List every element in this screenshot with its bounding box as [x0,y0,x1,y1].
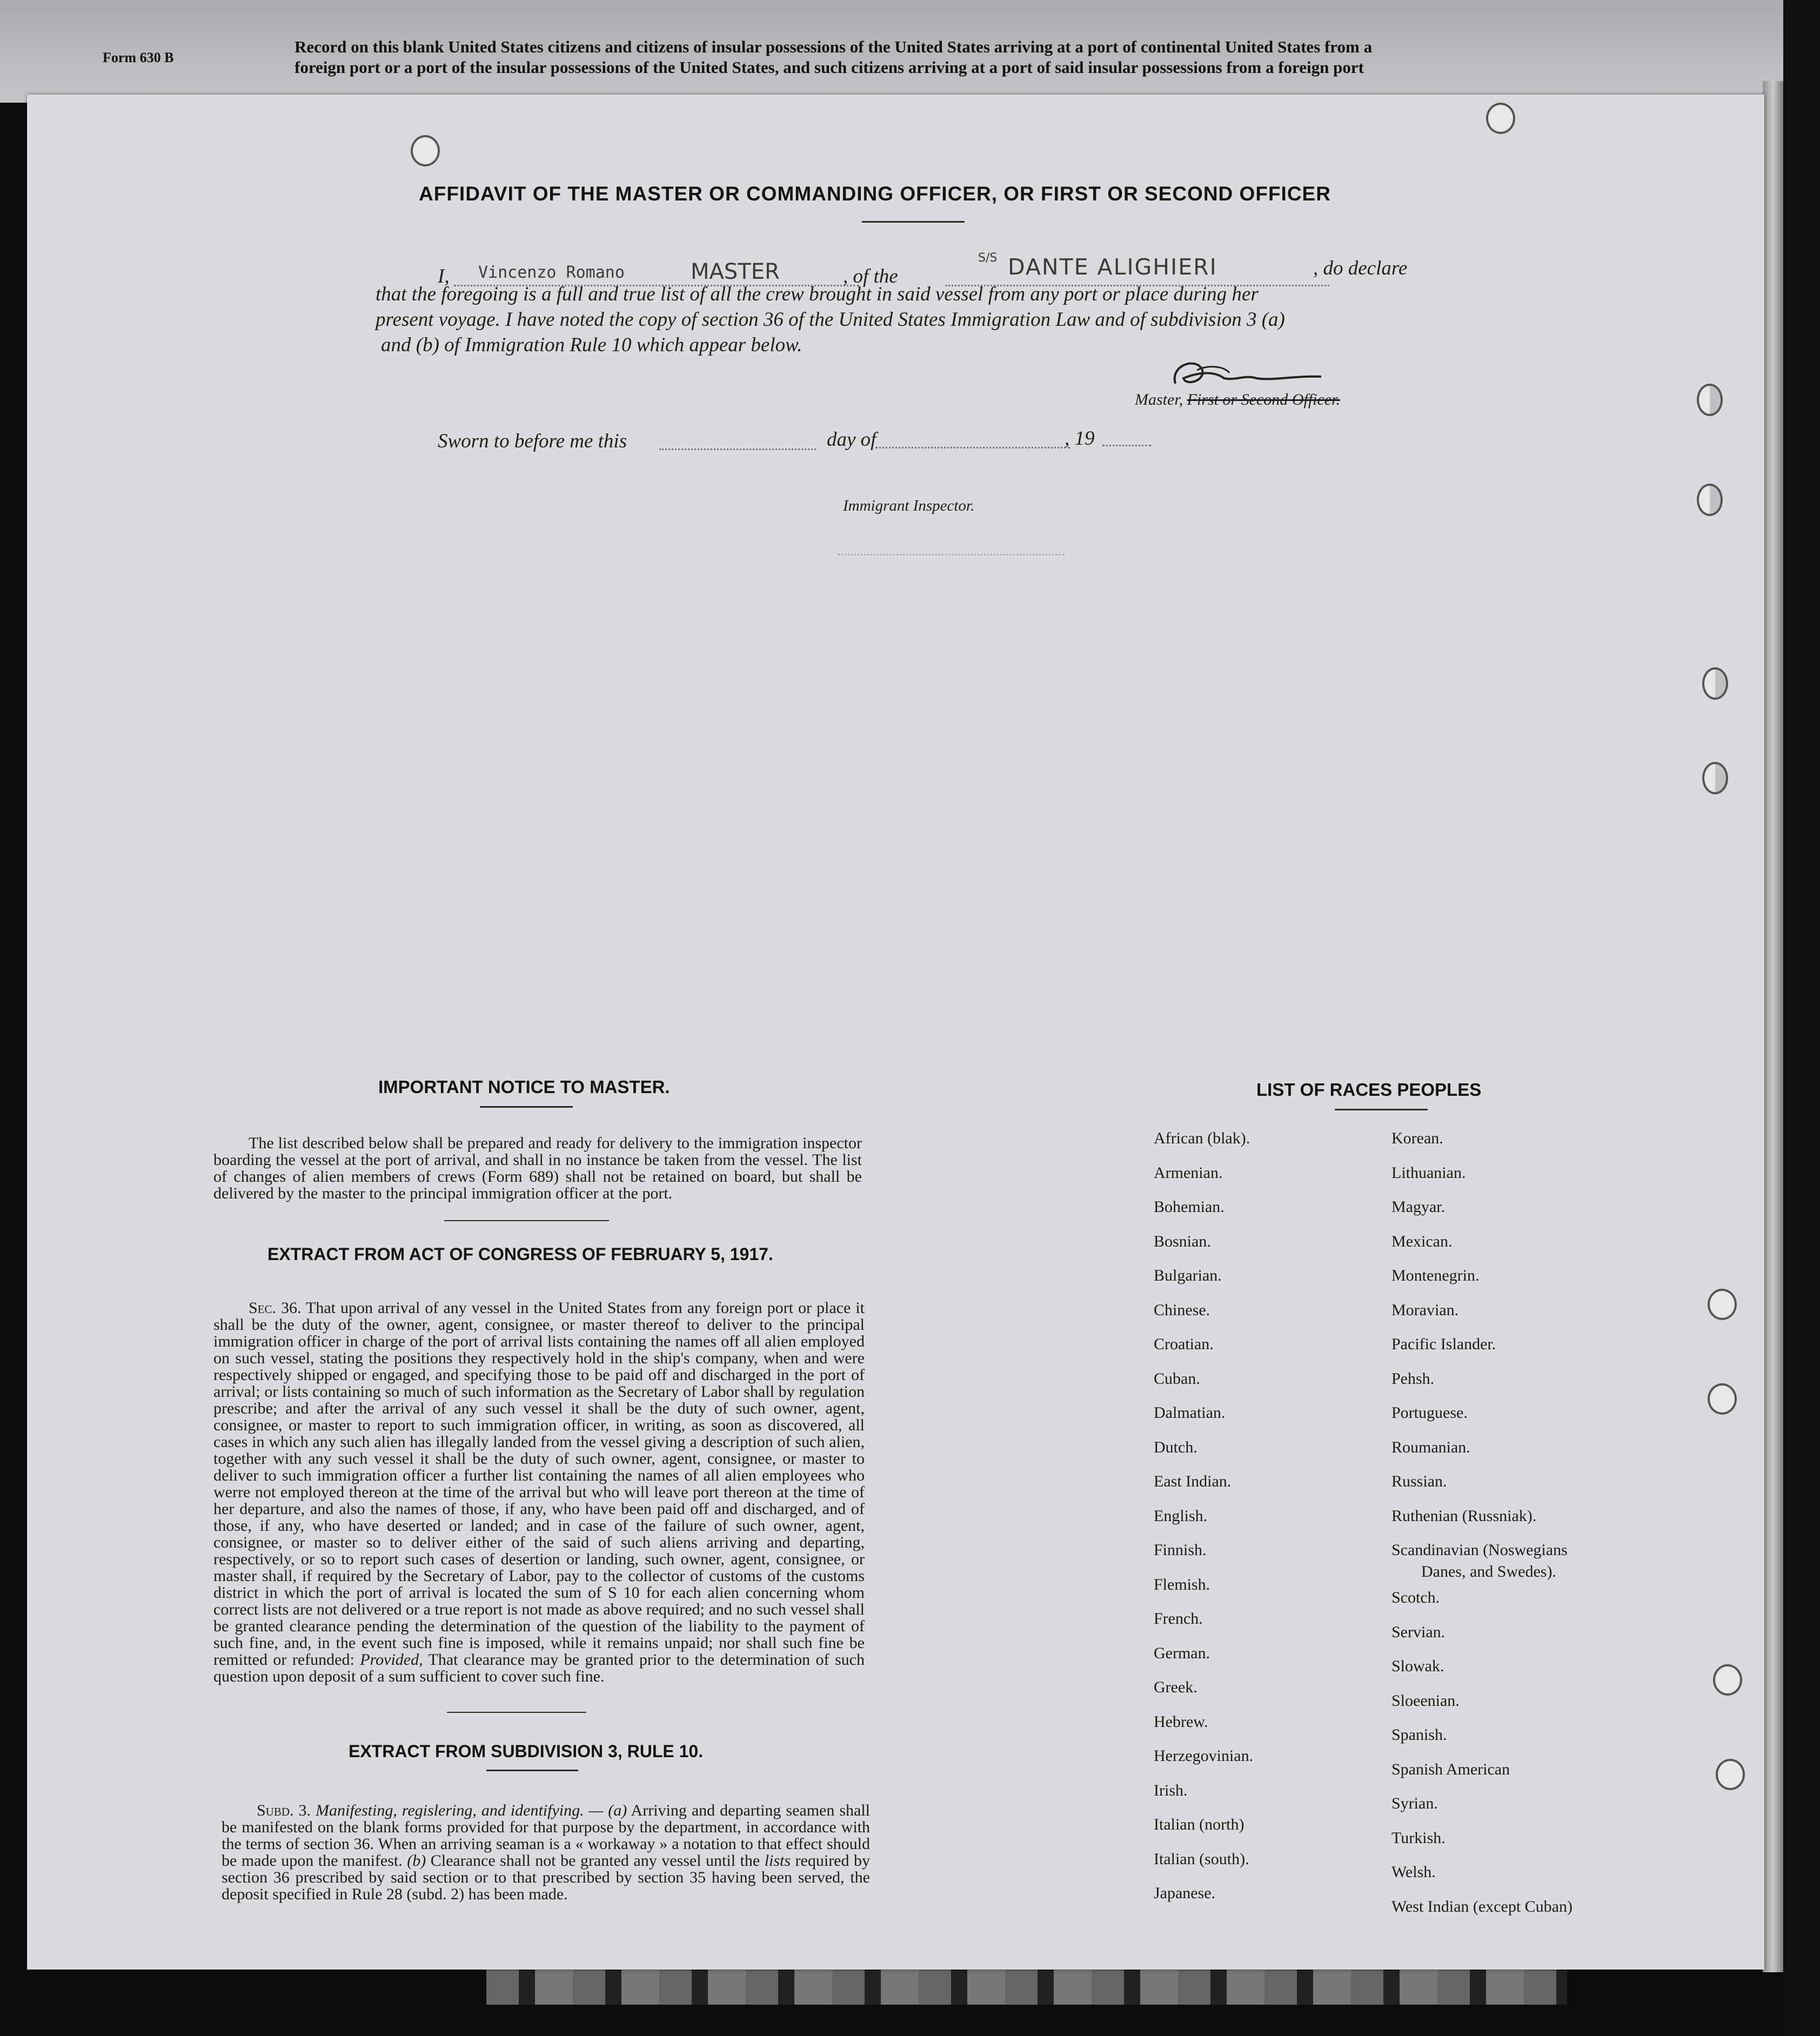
race-item: Hebrew. [1154,1712,1208,1731]
race-item: Welsh. [1391,1863,1436,1881]
sworn-day-line [659,448,816,450]
master-name-stamp: Vincenzo Romano [478,263,625,282]
sworn-year-line [1102,445,1151,446]
race-item: Herzegovinian. [1154,1747,1254,1765]
race-item: Spanish American [1391,1760,1510,1778]
race-item: Syrian. [1391,1794,1438,1812]
race-item: Roumanian. [1391,1438,1470,1456]
rank-stamp: MASTER [691,259,780,284]
race-item: English. [1154,1506,1208,1525]
punch-hole [1716,1759,1745,1790]
rule-extract-title: EXTRACT FROM SUBDIVISION 3, RULE 10. [349,1742,704,1761]
race-item: Portuguese. [1391,1404,1468,1422]
ship-name-stamp: DANTE ALIGHIERI [1008,254,1217,280]
race-item: Dutch. [1154,1438,1197,1456]
act-extract-text [213,1300,865,1685]
race-item: Bohemian. [1154,1198,1225,1216]
punch-hole [1708,1383,1737,1415]
affidavit-line4: and (b) of Immigration Rule 10 which appear below. [381,334,802,356]
race-item: Scandinavian (Noswegians [1391,1541,1568,1559]
provided-text: That clearance may be granted prior to the determination of such question upon deposit of a sum sufficient to cover such fine. [213,1651,865,1685]
race-item: Croatian. [1154,1335,1214,1353]
race-item: Danes, and Swedes). [1421,1563,1556,1580]
notice-title: IMPORTANT NOTICE TO MASTER. [378,1077,670,1097]
race-item: Montenegrin. [1391,1267,1480,1284]
race-item: Bosnian. [1154,1232,1211,1250]
punch-hole [1702,762,1728,794]
affidavit-line3: present voyage. I have noted the copy of section 36 of the United States Immigration Law and of subdivision 3 (a) [376,309,1285,331]
race-item: Pacific Islander. [1391,1335,1496,1353]
punch-hole [1702,667,1728,700]
subd-label: Subd. 3. [257,1801,311,1819]
year-prefix: , 19 [1065,427,1095,450]
affidavit-i: I, [438,265,450,287]
races-underline [1335,1109,1428,1110]
race-item: Turkish. [1391,1829,1446,1847]
race-item: Servian. [1391,1623,1446,1641]
record-instructions-line2: foreign port or a port of the insular possessions of the United States, and such citizens arriving at a port of said insular possessions from a foreign port [295,58,1364,77]
act-divider [447,1712,586,1713]
signer-title-master: Master, [1135,391,1183,408]
record-instructions [295,37,1754,78]
act-text: That upon arrival of any vessel in the United States from any foreign port or place it shall be the duty of the owner, agent, consignee, or master thereof to deliver to the principal immigration officer in charge of the port of arrival lists containing the names off all alien employed on such vessel, stating the positions they respectively hold in the ship's company, when and were respectively shipped or engaged, and specifying those to be paid off and discharged in the port of arrival; or lists containing so much of such information as the Secretary of Labor shall by regulation prescribe; and after the arrival of any such vessel it shall be the duty of such owner, agent, consignee, or master to report to such immigration officer, in writing, as soon as discovered, all cases in which any such alien has illegally landed from the vessel giving a description of such alien, together with any such vessel it shall be the duty of such owner, agent, consignee, or master to deliver to such immigration officer a further list containing the names of all alien employees who werre not employed thereon at the time of the arrival but who will leave port thereon at the time of her departure, and also the names of those, if any, who have been paid off and discharged, and of those, if any, who have deserted or landed; and in case of the failure of such owner, agent, consignee, or master so to deliver either of the said of such aliens arriving and departing, respectively, or so to report such cases of desertion or landing, such owner, agent, consignee, or master shall, if required by the Secretary of Labor, pay to the collector of customs of the customs district in which the port of arrival is located the sum of S 10 for each alien concerning whom correct lists are not delivered or a true report is not made as above required; and no such vessel shall be granted clearance pending the determination of the question of the liability to the payment of such fine, and, in the event such fine is imposed, while it remains unpaid; nor shall such fine be remitted or refunded: [213,1299,865,1669]
race-item: Bulgarian. [1154,1267,1222,1284]
race-item: German. [1154,1644,1210,1662]
race-item: Finnish. [1154,1541,1207,1559]
inspector-label: Immigrant Inspector. [843,497,975,514]
punch-hole [1713,1664,1742,1696]
title-underline [862,221,965,223]
race-item: East Indian. [1154,1472,1232,1490]
punch-hole [411,135,440,166]
race-item: Cuban. [1154,1369,1200,1388]
form-number: Form 630 B [103,50,174,65]
punch-hole [1697,384,1723,416]
notice-divider [444,1220,609,1221]
rule-text-b-lists: lists [764,1852,791,1870]
race-item: Spanish. [1391,1726,1447,1744]
race-item: Japanese. [1154,1884,1216,1902]
race-item: Italian (north) [1154,1816,1244,1833]
race-item: Moravian. [1391,1301,1459,1319]
affidavit-title: AFFIDAVIT OF THE MASTER OR COMMANDING OFFICER, OR FIRST OR SECOND OFFICER [419,183,1331,205]
provided-label: Provided, [360,1651,423,1669]
race-item: Italian (south). [1154,1850,1249,1868]
sec-label: Sec. 36. [249,1299,302,1317]
sworn-month-line [875,447,1070,448]
rule-extract-text [222,1802,870,1903]
page-edge [1763,81,1783,1972]
race-item: Lithuanian. [1391,1163,1466,1182]
rule-extract-underline [486,1770,578,1771]
punch-hole [1697,484,1723,516]
race-item: French. [1154,1610,1203,1628]
of-the-label: , of the [843,265,898,287]
notice-text: The list described below shall be prepared and ready for delivery to the immigration inspector boarding the vessel at the port of arrival, and shall in no instance be taken from the vessel. The list of changes of alien members of crews (Form 689) shall not be retained on board, but shall be delivered by the master to the principal immigration officer at the port. [213,1134,862,1202]
rule-text-a: Arriving and departing seamen shall be manifested on the blank forms provided for that purpose by the department, in accordance with the terms of section 36. When an arriving seaman is a « workaway » a notation to that effect should be made upon the manifest. [222,1801,870,1870]
race-item: Armenian. [1154,1163,1223,1182]
race-item: African (blak). [1154,1129,1250,1147]
signer-title-struck: First or Second Officer. [1187,391,1340,408]
notice-underline [480,1106,573,1108]
race-item: Greek. [1154,1678,1197,1696]
rule-b-label: (b) [407,1852,426,1870]
scan-border [1783,0,1820,2036]
race-item: Flemish. [1154,1575,1210,1593]
affidavit-page [27,95,1764,1970]
underlying-form-strip [0,0,1820,103]
punch-hole [1486,103,1515,134]
race-item: Sloeenian. [1391,1691,1460,1710]
race-item: Dalmatian. [1154,1404,1226,1422]
do-declare-label: , do declare [1313,257,1408,279]
race-item: Ruthenian (Russniak). [1391,1506,1537,1525]
race-item: Chinese. [1154,1301,1210,1319]
race-item: Slowak. [1391,1657,1444,1675]
affidavit-line2: that the foregoing is a full and true list of all the crew brought in said vessel from any port or place during her [376,283,1259,305]
inspector-signature-line [838,554,1065,555]
race-item: Pehsh. [1391,1369,1435,1388]
record-instructions-line1: Record on this blank United States citizens and citizens of insular possessions of the United States arriving at a port of continental United States from a [295,37,1373,56]
races-title: LIST OF RACES PEOPLES [1256,1080,1482,1100]
race-item: Irish. [1154,1781,1188,1799]
punch-hole [1708,1289,1737,1320]
signer-title [1135,391,1340,409]
race-item: Mexican. [1391,1232,1453,1250]
rule-text-b-post: required by section 36 prescribed by said section or to that prescribed by section 35 having been served, the deposit specified in Rule 28 (subd. 2) has been made. [222,1852,870,1903]
race-item: Russian. [1391,1472,1447,1490]
subd-heading: Manifesting, regislering, and identifying. — (a) [316,1801,627,1819]
race-item: Korean. [1391,1129,1443,1147]
race-item: Scotch. [1391,1589,1440,1606]
sworn-label: Sworn to before me this [438,430,627,452]
day-of-label: day of [827,428,876,451]
act-extract-title: EXTRACT FROM ACT OF CONGRESS OF FEBRUARY 5, 1917. [267,1244,773,1264]
race-item: West Indian (except Cuban) [1391,1897,1573,1916]
ship-prefix: S/S [978,251,998,265]
race-item: Magyar. [1391,1198,1446,1216]
rule-text-b-pre: Clearance shall not be granted any vessel until the [430,1852,760,1870]
